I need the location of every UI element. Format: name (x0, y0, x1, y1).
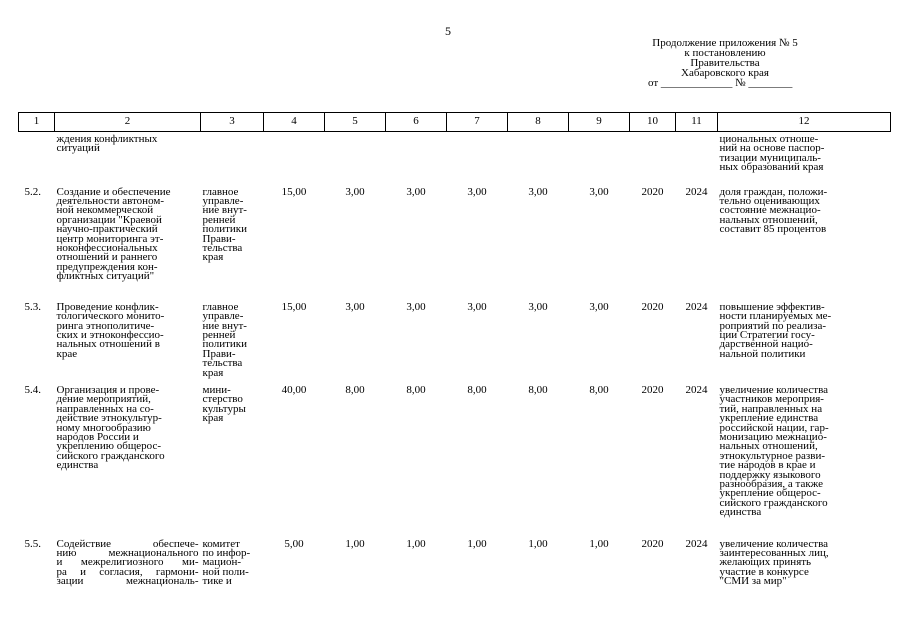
column-header: 2 (55, 113, 201, 132)
task-name: Проведение конфлик- тологического монито- ринга этнополитиче- ских и этноконфессио- нальных отношений в крае (56, 300, 165, 360)
column-header: 6 (386, 113, 447, 132)
column-header: 10 (630, 113, 676, 132)
start-year: 2020 (641, 383, 664, 396)
year-amount: 8,00 (589, 383, 609, 396)
year-amount: 3,00 (467, 300, 487, 313)
year-amount: 3,00 (406, 185, 426, 198)
appendix-line-2: к постановлению (684, 47, 766, 59)
year-amount: 3,00 (467, 185, 487, 198)
appendix-line-1: Продолжение приложения № 5 (652, 37, 798, 49)
end-year: 2024 (685, 185, 708, 198)
year-amount: 1,00 (467, 537, 487, 550)
column-header: 3 (201, 113, 264, 132)
table-row (19, 173, 891, 282)
column-header: 7 (447, 113, 508, 132)
task-name: Содействие обеспече- нию межнационального и межрелигиозного ми- ра и согласия, гармони- зации межнациональ- (56, 537, 199, 588)
expected-result: увеличение количества участников мероприя- тий, направленных на укрепление единства российской нации, гар- монизацию межнацио- нальных отношений, этнокультурное разви- тие народов в крае и поддержку языкового разнообразия, а также укрепление общерос- сийского гражданского единства (719, 383, 829, 519)
page-number: 5 (445, 24, 451, 38)
row-index: 5.5. (24, 537, 41, 550)
appendix-line-5: от _____________ № ________ (648, 77, 793, 89)
executor: главное управле- ние внут- ренней политики Прави- тельства края (202, 300, 248, 379)
start-year: 2020 (641, 185, 664, 198)
column-header: 4 (264, 113, 325, 132)
table-row (19, 282, 891, 378)
task-name: Организация и прове- дение мероприятий, направленных на со- действие этнокультур- ному многообразию народов России и укреплению общерос- сийского гражданского единства (56, 383, 165, 472)
row-index: 5.2. (24, 185, 41, 198)
start-year: 2020 (641, 300, 664, 313)
total-amount: 15,00 (281, 300, 307, 313)
end-year: 2024 (685, 537, 708, 550)
executor: мини- стерство культуры края (202, 383, 246, 425)
end-year: 2024 (685, 300, 708, 313)
year-amount: 1,00 (406, 537, 426, 550)
year-amount: 8,00 (528, 383, 548, 396)
year-amount: 3,00 (589, 300, 609, 313)
total-amount: 15,00 (281, 185, 307, 198)
expected-result: доля граждан, положи- тельно оценивающих состояние межнацио- нальных отношений, составит 85 процентов (719, 185, 828, 236)
executor: главное управле- ние внут- ренней политики Прави- тельства края (202, 185, 248, 264)
total-amount: 40,00 (281, 383, 307, 396)
appendix-line-4: Хабаровского края (681, 67, 769, 79)
table-row (19, 378, 891, 518)
year-amount: 3,00 (528, 185, 548, 198)
year-amount: 3,00 (589, 185, 609, 198)
column-header: 8 (508, 113, 569, 132)
end-year: 2024 (685, 383, 708, 396)
column-header: 5 (325, 113, 386, 132)
total-amount: 5,00 (284, 537, 304, 550)
table-row-continuation (19, 132, 891, 173)
year-amount: 3,00 (345, 300, 365, 313)
expected-result: повышение эффектив- ности планируемых ме- роприятий по реализа- ции Стратегии госу- дарственной нацио- нальной политики (719, 300, 832, 360)
table-header-row (19, 113, 891, 132)
program-table (18, 112, 891, 587)
column-header: 12 (718, 113, 891, 132)
executor: комитет по инфор- мацион- ной поли- тике и (202, 537, 251, 588)
row-index: 5.4. (24, 383, 41, 396)
column-header: 1 (19, 113, 55, 132)
start-year: 2020 (641, 537, 664, 550)
year-amount: 1,00 (345, 537, 365, 550)
year-amount: 3,00 (406, 300, 426, 313)
year-amount: 8,00 (406, 383, 426, 396)
year-amount: 8,00 (345, 383, 365, 396)
appendix-header (620, 38, 830, 88)
column-header: 11 (676, 113, 718, 132)
year-amount: 1,00 (528, 537, 548, 550)
task-name: Создание и обеспечение деятельности автоном- ной некоммерческой организации "Краевой научно-практический центр мониторинга эт- ноконфессиональных отношений и раннего предупреждения кон- фликтных ситуаций" (56, 185, 171, 283)
expected-result: увеличение количества заинтересованных лиц, желающих принять участие в конкурсе "СМИ за мир" (719, 537, 829, 588)
row-index: 5.3. (24, 300, 41, 313)
year-amount: 1,00 (589, 537, 609, 550)
year-amount: 3,00 (528, 300, 548, 313)
column-header: 9 (569, 113, 630, 132)
appendix-line-3: Правительства (690, 57, 760, 69)
year-amount: 3,00 (345, 185, 365, 198)
year-amount: 8,00 (467, 383, 487, 396)
table-row (19, 518, 891, 587)
expected-result: циональных отноше- ний на основе паспор- тизации муниципаль- ных образований края (719, 133, 825, 174)
task-name: ждения конфликтных ситуаций (56, 133, 158, 155)
